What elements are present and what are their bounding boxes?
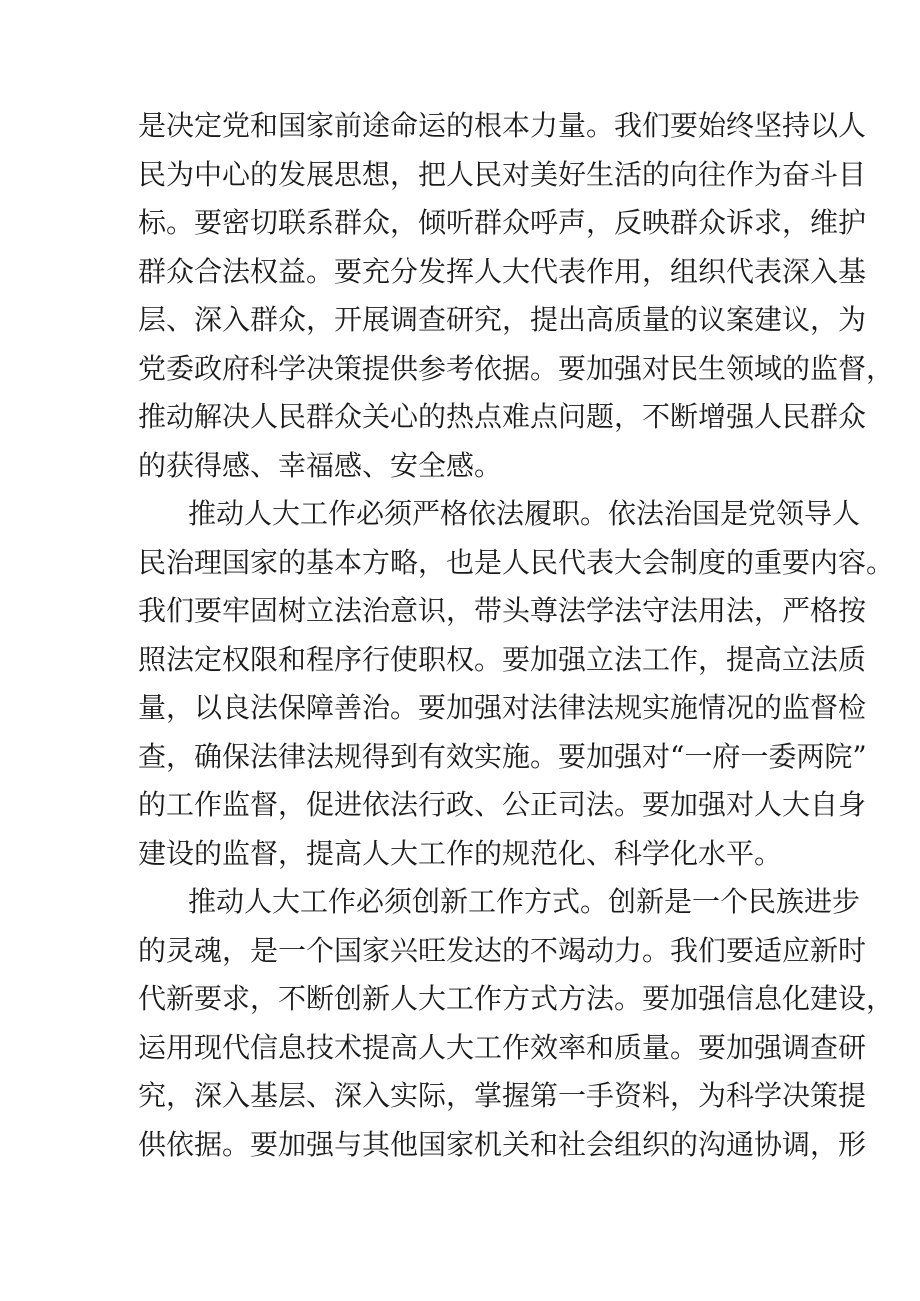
paragraph-line: 运用现代信息技术提高人大工作效率和质量。要加强调查研: [138, 1030, 867, 1064]
paragraph-line: 我们要牢固树立法治意识，带头尊法学法守法用法，严格按: [138, 594, 867, 627]
paragraph-2: [138, 490, 895, 878]
paragraph-line: 照法定权限和程序行使职权。要加强立法工作，提高立法质: [138, 642, 867, 676]
paragraph-line: 层、深入群众，开展调查研究，提出高质量的议案建议，为: [138, 303, 867, 336]
paragraph-3: [138, 878, 895, 1169]
paragraph-line: 是决定党和国家前途命运的根本力量。我们要始终坚持以人: [138, 109, 867, 142]
paragraph-line: 民为中心的发展思想，把人民对美好生活的向往作为奋斗目: [138, 157, 867, 191]
paragraph-line: 究，深入基层、深入实际，掌握第一手资料，为科学决策提: [138, 1079, 867, 1112]
paragraph-1: [138, 102, 895, 490]
paragraph-line: 的灵魂，是一个国家兴旺发达的不竭动力。我们要适应新时: [138, 933, 867, 967]
paragraph-line: 推动人大工作必须严格依法履职。依法治国是党领导人: [188, 497, 861, 530]
paragraph-line: 推动人大工作必须创新工作方式。创新是一个民族进步: [188, 885, 861, 918]
paragraph-line: 标。要密切联系群众，倾听群众呼声，反映群众诉求，维护: [138, 206, 867, 239]
paragraph-line: 民治理国家的基本方略，也是人民代表大会制度的重要内容。: [138, 545, 895, 579]
document-body: [138, 102, 895, 1169]
paragraph-line: 建设的监督，提高人大工作的规范化、科学化水平。: [138, 836, 783, 870]
paragraph-line: 的工作监督，促进依法行政、公正司法。要加强对人大自身: [138, 788, 867, 821]
paragraph-line: 的获得感、幸福感、安全感。: [138, 448, 503, 482]
paragraph-line: 查，确保法律法规得到有效实施。要加强对“一府一委两院”: [138, 739, 867, 773]
paragraph-line: 党委政府科学决策提供参考依据。要加强对民生领域的监督，: [138, 351, 895, 385]
paragraph-line: 推动解决人民群众关心的热点难点问题，不断增强人民群众: [138, 400, 867, 433]
paragraph-line: 量，以良法保障善治。要加强对法律法规实施情况的监督检: [138, 691, 867, 724]
paragraph-line: 群众合法权益。要充分发挥人大代表作用，组织代表深入基: [138, 254, 867, 288]
paragraph-line: 代新要求，不断创新人大工作方式方法。要加强信息化建设，: [138, 982, 895, 1015]
paragraph-line: 供依据。要加强与其他国家机关和社会组织的沟通协调，形: [138, 1127, 867, 1161]
